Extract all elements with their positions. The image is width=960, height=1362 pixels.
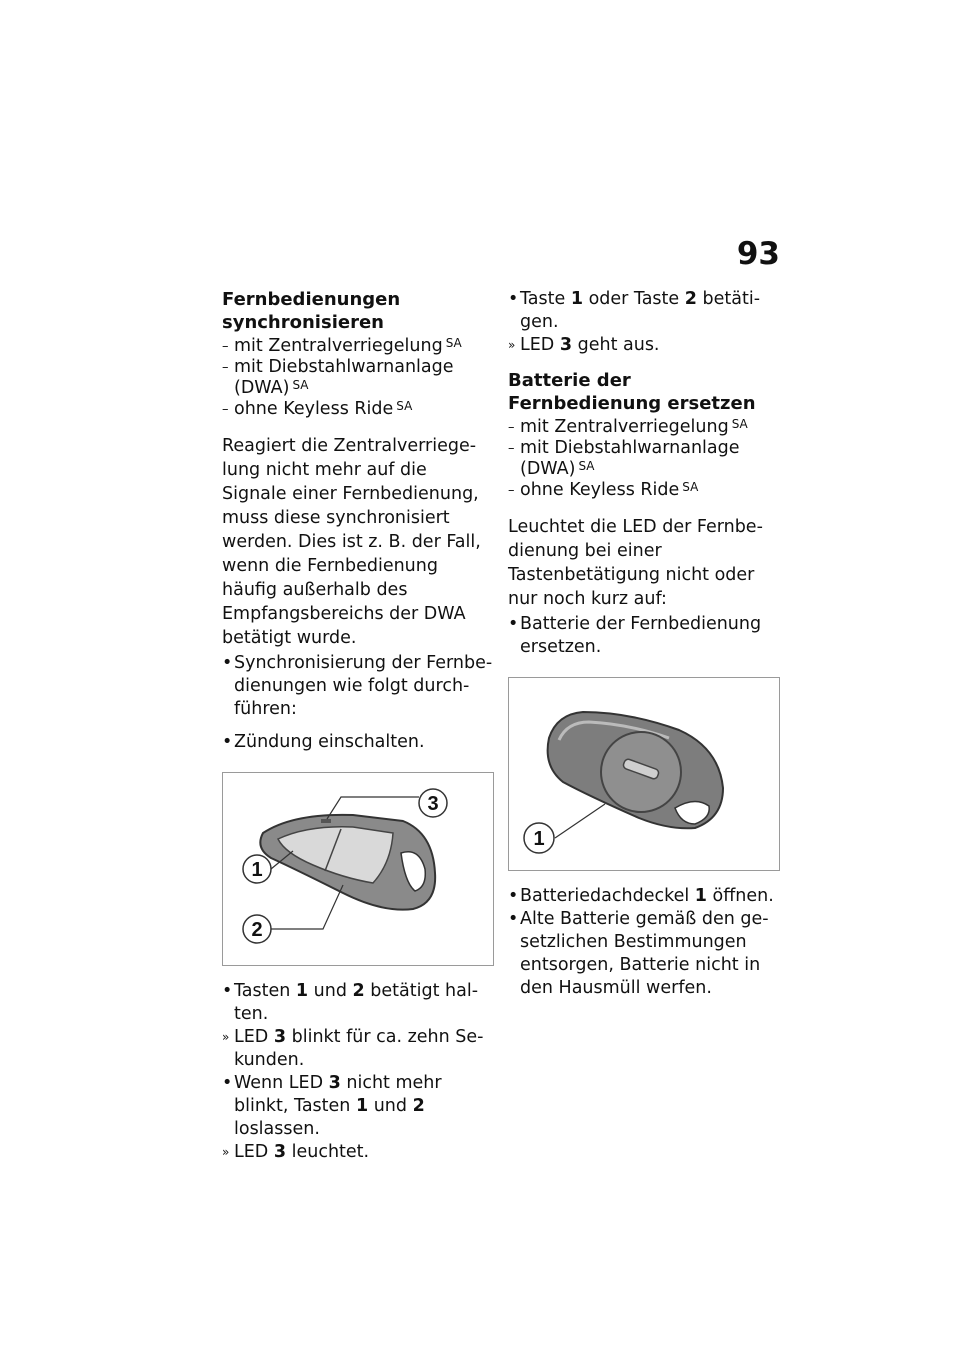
- instruction-step: • Wenn LED 3 nicht mehr blinkt, Tasten 1 und 2 loslassen.: [222, 1072, 456, 1141]
- instruction-step: • Zündung einschalten.: [222, 731, 494, 754]
- instruction-step: • Alte Batterie gemäß den gesetzlichen Bestimmungen entsorgen, Batterie nicht in den Hausmüll werfen.: [508, 908, 786, 1000]
- instruction-step: • Batteriedachdeckel 1 öffnen.: [508, 885, 780, 908]
- sa-badge: SA: [396, 399, 413, 413]
- key-fob-illustration: [223, 773, 493, 965]
- figure-key-fob-buttons: [222, 772, 494, 966]
- callout-2: 2: [251, 919, 263, 941]
- page-number: 93: [736, 236, 780, 272]
- result-item: » LED 3 blinkt für ca. zehn Sekunden.: [222, 1026, 494, 1072]
- result-item: » LED 3 leuchtet.: [222, 1141, 494, 1164]
- battery-paragraph: Leuchtet die LED der Fernbedienung bei einer Tastenbetätigung nicht oder nur noch kurz auf:: [508, 517, 763, 609]
- result-item: » LED 3 geht aus.: [508, 334, 780, 357]
- instruction-step: • Tasten 1 und 2 betätigt halten.: [222, 980, 494, 1026]
- condition-item: – mit Diebstahlwarnanlage (DWA) $^{SA}$: [508, 438, 750, 480]
- condition-item: – mit Zentralverriegelung $^{SA}$: [508, 417, 780, 438]
- condition-item: – mit Diebstahlwarnanlage (DWA) $^{SA}$: [222, 357, 464, 399]
- sa-badge: SA: [682, 480, 699, 494]
- sa-badge: SA: [578, 459, 595, 473]
- callout-1: 1: [251, 859, 263, 881]
- intro-paragraph: Reagiert die Zentralverriegelung nicht mehr auf die Signale einer Fernbedienung, muss diese synchronisiert werden. Dies ist z. B. der Fall, wenn die Fernbedienung häufig außerhalb des Empfangsbereichs der DWA betätigt wurde.: [222, 436, 481, 648]
- section-heading-sync: Fernbedienungen synchronisieren: [222, 289, 401, 333]
- condition-item: – ohne Keyless Ride $^{SA}$: [222, 399, 494, 420]
- battery-cover-illustration: [509, 678, 779, 870]
- instruction-step: • Taste 1 oder Taste 2 betätigen.: [508, 288, 776, 334]
- callout-1: 1: [533, 828, 545, 850]
- sa-badge: SA: [292, 378, 309, 392]
- left-column: [222, 288, 494, 1164]
- instruction-step: • Batterie der Fernbedienung ersetzen.: [508, 613, 770, 659]
- figure-battery-cover: [508, 677, 780, 871]
- instruction-step: • Synchronisierung der Fernbedienungen wie folgt durchführen:: [222, 652, 494, 721]
- right-column: [508, 288, 780, 1000]
- condition-item: – ohne Keyless Ride $^{SA}$: [508, 480, 780, 501]
- sa-badge: SA: [731, 417, 748, 431]
- sa-badge: SA: [445, 336, 462, 350]
- condition-item: – mit Zentralverriegelung $^{SA}$: [222, 336, 494, 357]
- section-heading-battery: Batterie der Fernbedienung ersetzen: [508, 370, 756, 414]
- callout-3: 3: [427, 793, 439, 815]
